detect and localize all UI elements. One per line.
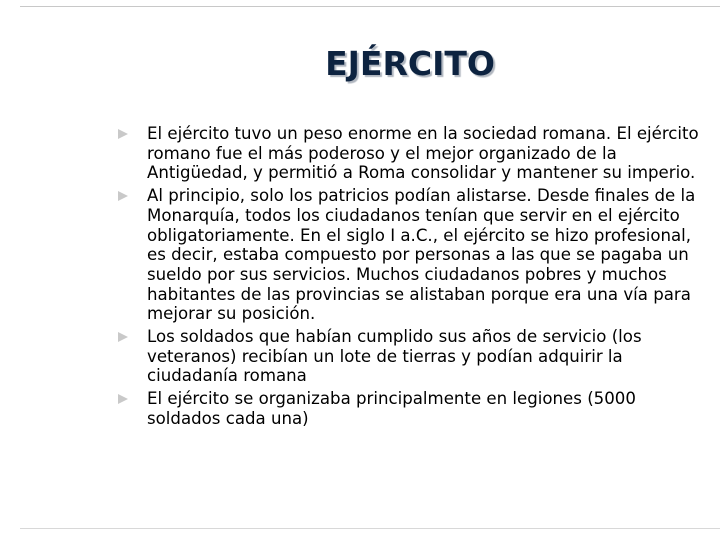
- slide-title: EJÉRCITO: [325, 44, 495, 83]
- top-divider: [20, 6, 720, 7]
- triangle-bullet-icon: [118, 332, 128, 342]
- bullet-list: [116, 124, 712, 432]
- bullet-text: El ejército tuvo un peso enorme en la sociedad romana. El ejército romano fue el más poderoso y el mejor organizado de la Antigüedad, y permitió a Roma consolidar y mantener su imperio.: [147, 124, 699, 183]
- triangle-bullet-icon: [118, 191, 128, 201]
- bullet-item: [116, 124, 712, 183]
- bullet-item: [116, 327, 712, 386]
- triangle-bullet-icon: [118, 129, 128, 139]
- bullet-item: [116, 389, 712, 428]
- bullet-text: El ejército se organizaba principalmente en legiones (5000 soldados cada una): [147, 389, 636, 428]
- bullet-item: [116, 186, 712, 324]
- bottom-divider: [20, 528, 720, 529]
- bullet-text: Al principio, solo los patricios podían alistarse. Desde finales de la Monarquía, todos los ciudadanos tenían que servir en el ejército obligatoriamente. En el siglo I a.C., el ejército se hizo profesional, es decir, estaba compuesto por personas a las que se pagaba un sueldo por sus servicios. Muchos ciudadanos pobres y muchos habitantes de las provincias se alistaban porque era una vía para mejorar su posición.: [147, 186, 696, 324]
- triangle-bullet-icon: [118, 394, 128, 404]
- bullet-text: Los soldados que habían cumplido sus años de servicio (los veteranos) recibían un lote de tierras y podían adquirir la ciudadanía romana: [147, 327, 642, 386]
